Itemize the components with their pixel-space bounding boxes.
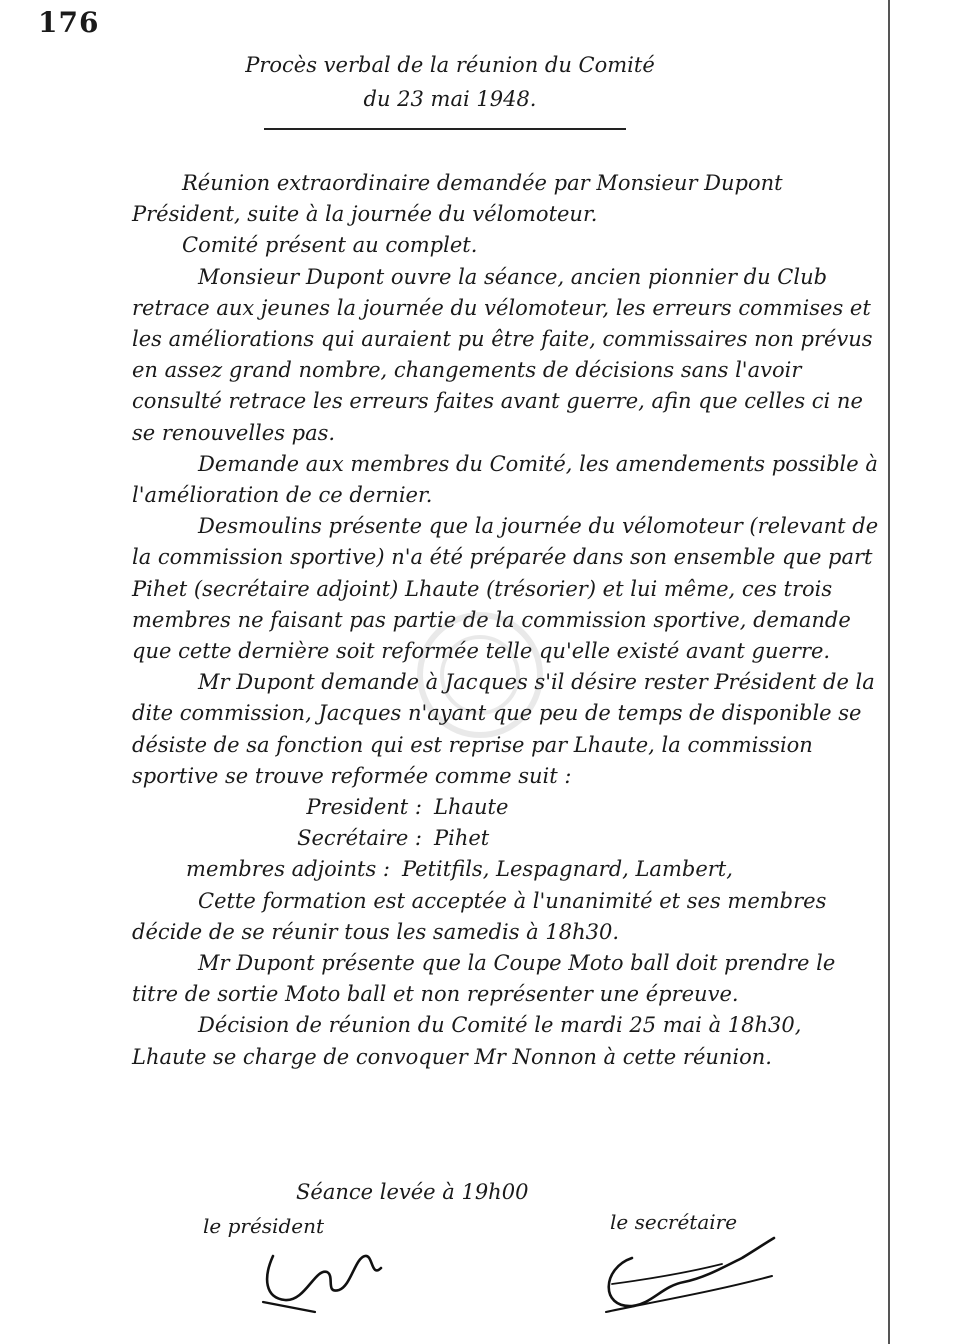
title-line-1: Procès verbal de la réunion du Comité bbox=[245, 53, 655, 77]
opening-line-2: Président, suite à la journée du vélomoteur. bbox=[132, 202, 598, 227]
paragraph-dupont-opening: Monsieur Dupont ouvre la séance, ancien pionnier du Club retrace aux jeunes la journée du vélomoteur, les erreurs commises et les améliorations qui auraient pu être faite, commissaires non prévus en assez grand nombre, changements de décisions sans l'avoir consulté retrace les erreurs faites avant guerre, afin que celles ci ne se renouvelles pas. bbox=[132, 264, 873, 445]
paragraph-opening bbox=[132, 168, 880, 199]
secretary-signature bbox=[592, 1228, 782, 1328]
paragraph-moto-ball: Mr Dupont présente que la Coupe Moto ball doit prendre le titre de sortie Moto ball et non représenter une épreuve. bbox=[132, 951, 836, 1007]
opening-line-1: Réunion extraordinaire demandée par Monsieur Dupont bbox=[182, 171, 783, 195]
secretary-role-label: Secrétaire : bbox=[297, 826, 422, 851]
president-signature bbox=[255, 1238, 385, 1318]
paragraph-acceptance: Cette formation est acceptée à l'unanimité et ses membres décide de se réunir tous les samedis à 18h30. bbox=[132, 888, 827, 944]
president-name: Lhaute bbox=[434, 795, 509, 820]
commission-composition bbox=[132, 792, 880, 886]
commission-president-row bbox=[132, 792, 880, 823]
secretary-name: Pihet bbox=[434, 826, 490, 851]
paragraph-desmoulins: Desmoulins présente que la journée du vélomoteur (relevant de la commission sportive) n'a été préparée dans son ensemble que part Pihet (secrétaire adjoint) Lhaute (trésorier) et lui même, ces trois membres ne faisant pas partie de la commission sportive, demande que cette dernière soit reformée telle qu'elle existé avant guerre. bbox=[132, 514, 879, 664]
secretary-signature-label: le secrétaire bbox=[610, 1210, 738, 1234]
minutes-body bbox=[132, 168, 880, 1073]
title-line-2: du 23 mai 1948. bbox=[363, 87, 537, 111]
title-underline bbox=[264, 128, 626, 130]
closing-line: Séance levée à 19h00 bbox=[296, 1180, 529, 1204]
paragraph-next-meeting: Décision de réunion du Comité le mardi 25 mai à 18h30, Lhaute se charge de convoquer Mr Nonnon à cette réunion. bbox=[132, 1013, 802, 1069]
commission-members-row bbox=[132, 854, 880, 885]
president-signature-label: le président bbox=[203, 1214, 325, 1238]
commission-secretary-row bbox=[132, 823, 880, 854]
document-title bbox=[200, 48, 700, 116]
paragraph-commission: Mr Dupont demande à Jacques s'il désire rester Président de la dite commission, Jacques n'ayant que peu de temps de disponible se désiste de sa fonction qui est reprise par Lhaute, la commission sportive se trouve reformée comme suit : bbox=[132, 670, 875, 788]
margin-rule bbox=[888, 0, 890, 1344]
page-number: 176 bbox=[38, 6, 100, 39]
paragraph-amendments: Demande aux membres du Comité, les amendements possible à l'amélioration de ce dernier. bbox=[132, 451, 878, 508]
president-role-label: President : bbox=[306, 795, 422, 820]
paragraph-attendance: Comité présent au complet. bbox=[182, 233, 478, 258]
members-role-label: membres adjoints : bbox=[186, 857, 390, 882]
members-names: Petitfils, Lespagnard, Lambert, bbox=[402, 857, 733, 882]
